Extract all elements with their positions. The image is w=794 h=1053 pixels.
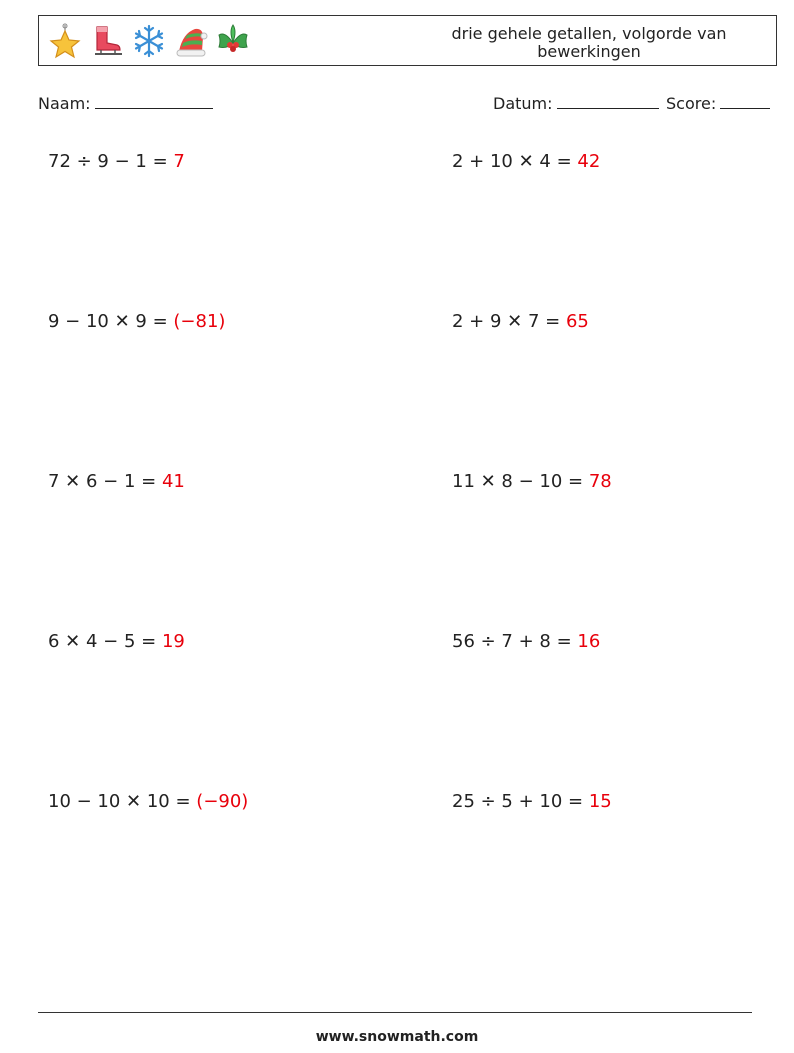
- problem-expression: 56 ÷ 7 + 8 =: [452, 631, 578, 652]
- problem-answer: 41: [161, 471, 185, 492]
- problem-10: [452, 791, 612, 813]
- problem-2: [452, 151, 600, 173]
- problem-expression: 6 ✕ 4 − 5 =: [48, 631, 162, 652]
- date-blank[interactable]: [557, 93, 659, 109]
- name-label: Naam:: [38, 94, 91, 113]
- name-blank[interactable]: [95, 93, 213, 109]
- problem-answer: 19: [161, 631, 185, 652]
- problem-answer: 16: [577, 631, 601, 652]
- problem-9: [48, 791, 248, 813]
- problem-answer: 42: [577, 151, 601, 172]
- star-ornament-icon: [47, 23, 83, 59]
- problem-expression: 9 − 10 ✕ 9 =: [48, 311, 174, 332]
- footer-divider: [38, 1012, 752, 1013]
- ice-skate-icon: [89, 23, 125, 59]
- problem-answer: (−81): [173, 311, 226, 332]
- santa-hat-icon: [173, 23, 209, 59]
- problem-3: [48, 311, 225, 333]
- problem-4: [452, 311, 589, 333]
- problem-expression: 2 + 9 ✕ 7 =: [452, 311, 566, 332]
- score-blank[interactable]: [720, 93, 770, 109]
- problem-answer: 78: [588, 471, 612, 492]
- date-field: [493, 93, 659, 114]
- problem-8: [452, 631, 600, 653]
- name-field: [38, 93, 213, 114]
- date-label: Datum:: [493, 94, 553, 113]
- problem-7: [48, 631, 185, 653]
- decoration-icons: [47, 23, 251, 59]
- problem-1: [48, 151, 185, 173]
- snowflake-icon: [131, 23, 167, 59]
- problem-expression: 2 + 10 ✕ 4 =: [452, 151, 578, 172]
- footer-url[interactable]: www.snowmath.com: [315, 1029, 479, 1045]
- problem-expression: 11 ✕ 8 − 10 =: [452, 471, 589, 492]
- problem-answer: (−90): [196, 791, 249, 812]
- problem-expression: 10 − 10 ✕ 10 =: [48, 791, 197, 812]
- score-label: Score:: [666, 94, 717, 113]
- worksheet-title: drie gehele getallen, volgorde van bewerkingen: [451, 24, 727, 61]
- problem-answer: 65: [565, 311, 589, 332]
- problem-expression: 7 ✕ 6 − 1 =: [48, 471, 162, 492]
- problem-5: [48, 471, 185, 493]
- holly-icon: [215, 23, 251, 59]
- problem-answer: 7: [173, 151, 185, 172]
- problem-expression: 72 ÷ 9 − 1 =: [48, 151, 174, 172]
- problem-answer: 15: [588, 791, 612, 812]
- worksheet-header: [38, 15, 777, 66]
- problem-expression: 25 ÷ 5 + 10 =: [452, 791, 589, 812]
- problem-6: [452, 471, 612, 493]
- score-field: [666, 93, 770, 114]
